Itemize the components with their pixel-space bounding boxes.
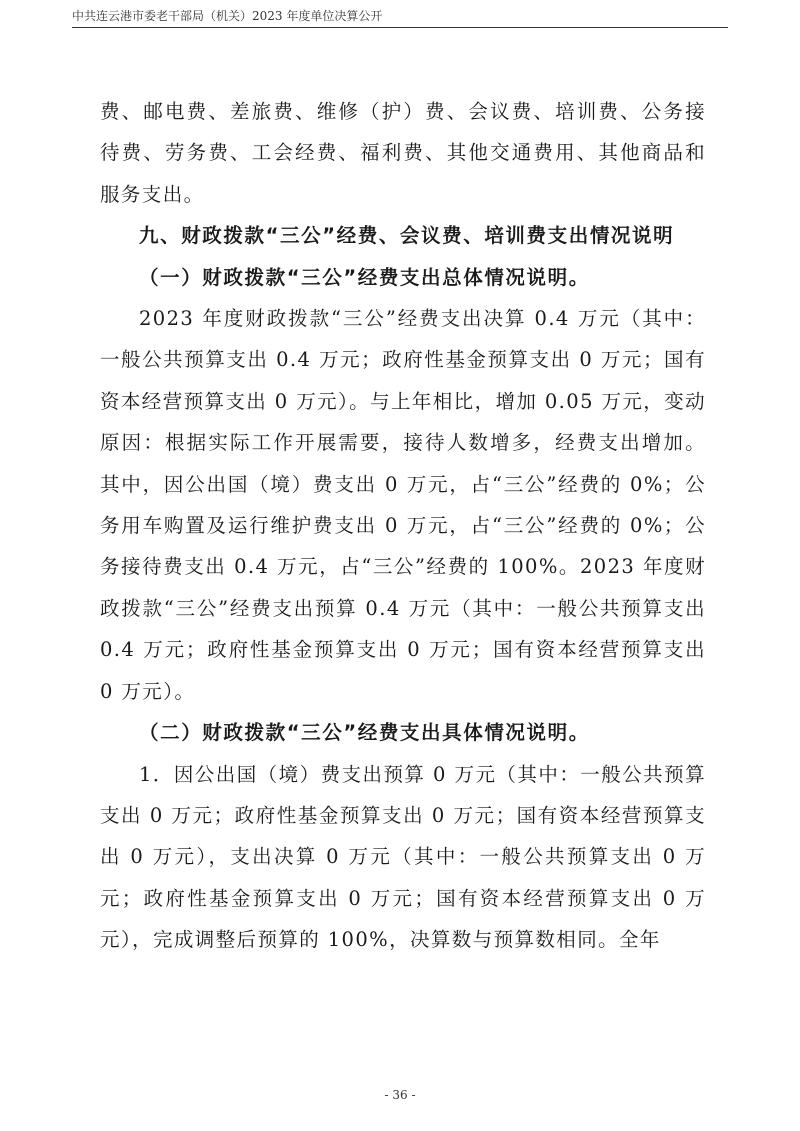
- page-header: 中共连云港市委老干部局（机关）2023 年度单位决算公开: [72, 9, 383, 23]
- section-heading-nine: 九、财政拨款“三公”经费、会议费、培训费支出情况说明: [139, 224, 675, 248]
- subsection-heading-specific: （二）财政拨款“三公”经费支出具体情况说明。: [139, 721, 590, 745]
- page-number: - 36 -: [384, 1088, 416, 1102]
- header-divider: [72, 27, 728, 28]
- paragraph-overseas-travel: 1．因公出国（境）费支出预算 0 万元（其中：一般公共预算支出 0 万元；政府性基金预算支出 0 万元；国有资本经营预算支出 0 万元），支出决算 0 万元（其中：一般公共预算支出 0 万元；政府性基金预算支出 0 万元；国有资本经营预算支出 0 万元），完成调整后预算的 100%，决算数与预算数相同。全年: [100, 762, 706, 952]
- paragraph-overall-details: 2023 年度财政拨款“三公”经费支出决算 0.4 万元（其中：一般公共预算支出 0.4 万元；政府性基金预算支出 0 万元；国有资本经营预算支出 0 万元）。与上年相比，增加 0.05 万元，变动原因：根据实际工作开展需要，接待人数增多，经费支出增加。其中，因公出国（境）费支出 0 万元，占“三公”经费的 0%；公务用车购置及运行维护费支出 0 万元，占“三公”经费的 0%；公务接待费支出 0.4 万元，占“三公”经费的 100%。2023 年度财政拨款“三公”经费支出预算 0.4 万元（其中：一般公共预算支出 0.4 万元；政府性基金预算支出 0 万元；国有资本经营预算支出 0 万元）。: [100, 307, 706, 703]
- subsection-heading-overall: （一）财政拨款“三公”经费支出总体情况说明。: [139, 265, 590, 289]
- paragraph-expense-list: 费、邮电费、差旅费、维修（护）费、会议费、培训费、公务接待费、劳务费、工会经费、福利费、其他交通费用、其他商品和服务支出。: [100, 100, 706, 206]
- document-body: [100, 91, 706, 961]
